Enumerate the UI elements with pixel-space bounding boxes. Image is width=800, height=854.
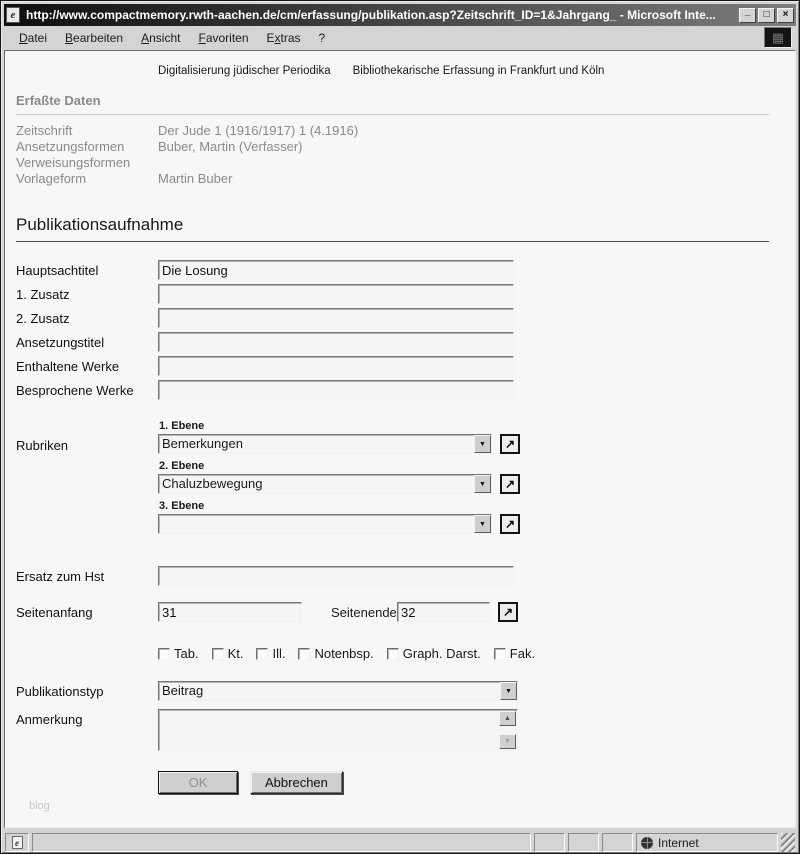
checkbox-box[interactable]: [298, 648, 310, 660]
ebene1-caption: 1. Ebene: [159, 420, 205, 432]
page-content: [4, 50, 796, 828]
meta-value: Buber, Martin (Verfasser): [158, 139, 303, 154]
rubrik-ebene2-value: Chaluzbewegung: [162, 476, 263, 491]
rubrik-ebene3-value: [159, 515, 474, 533]
ok-button[interactable]: OK: [158, 771, 238, 794]
checkbox-label: Notenbsp.: [314, 646, 374, 661]
status-zone-section: [636, 833, 778, 852]
rubrik-ebene1-value: Bemerkungen: [162, 436, 243, 451]
rubriken-label: Rubriken: [16, 438, 69, 453]
field-label: 1. Zusatz: [16, 287, 70, 302]
menu-bearbeiten[interactable]: Bearbeiten: [65, 31, 124, 45]
zone-label: Internet: [658, 835, 699, 850]
checkbox-fak[interactable]: [494, 646, 535, 661]
ie-page-icon: e: [6, 7, 20, 23]
chevron-down-icon[interactable]: ▼: [474, 475, 491, 493]
anmerkung-textarea[interactable]: [158, 709, 518, 751]
meta-row: [16, 139, 795, 155]
status-message-section: [32, 833, 531, 852]
rubrik-ebene3-select[interactable]: [158, 514, 492, 534]
ebene2-caption: 2. Ebene: [159, 460, 205, 472]
rubrik-ebene2-select[interactable]: [158, 474, 492, 494]
ebene3-caption: 3. Ebene: [159, 500, 205, 512]
jump-arrow-icon: ↗: [504, 477, 516, 491]
checkbox-box[interactable]: [387, 648, 399, 660]
checkbox-ill[interactable]: [256, 646, 285, 661]
checkbox-box[interactable]: [494, 648, 506, 660]
checkbox-label: Graph. Darst.: [402, 646, 481, 661]
meta-value: Der Jude 1 (1916/1917) 1 (4.1916): [158, 123, 359, 138]
menu-favoriten[interactable]: Favoriten: [198, 31, 249, 45]
menu-datei[interactable]: Datei: [19, 31, 48, 45]
erfasste-daten-heading: Erfaßte Daten: [16, 93, 101, 108]
publikationstyp-label: Publikationstyp: [16, 684, 104, 699]
divider: [16, 241, 769, 242]
scroll-up-icon: ▲: [504, 715, 511, 722]
menu-bar: [4, 26, 796, 50]
maximize-icon: □: [763, 9, 770, 20]
checkbox-tab[interactable]: [158, 646, 199, 661]
field-label: 2. Zusatz: [16, 311, 70, 326]
seitenanfang-label: Seitenanfang: [16, 604, 93, 620]
abbrechen-button[interactable]: Abbrechen: [250, 771, 343, 794]
meta-label: Zeitschrift: [16, 123, 73, 138]
seitenanfang-input[interactable]: [158, 602, 302, 622]
checkbox-label: Tab.: [174, 646, 199, 661]
jump-arrow-icon: ↗: [502, 605, 514, 619]
meta-label: Vorlageform: [16, 171, 87, 186]
enthaltene-werke-input[interactable]: [158, 356, 514, 376]
title-bar: [4, 4, 796, 26]
erfasste-daten-list: [16, 123, 795, 187]
field-label: Ansetzungstitel: [16, 335, 105, 350]
status-pane-2: [568, 833, 599, 852]
page-title: Publikationsaufnahme: [16, 215, 184, 234]
ersatz-zum-hst-input[interactable]: [158, 566, 514, 586]
menu-ansicht[interactable]: Ansicht: [141, 31, 181, 45]
window-title: http://www.compactmemory.rwth-aachen.de/cm/erfassung/publikation.asp?Zeitschrift_ID=1&Jahrgang_ - Microsoft Inte...: [26, 8, 716, 22]
ie-throbber-windows-logo-icon: ▦: [764, 27, 792, 48]
minimize-button[interactable]: [739, 8, 756, 23]
jump-arrow-icon: ↗: [504, 517, 516, 531]
status-pane-1: [534, 833, 565, 852]
zusatz2-input[interactable]: [158, 308, 514, 328]
rubrik-ebene3-lookup-button[interactable]: [500, 514, 520, 534]
status-pane-3: [602, 833, 633, 852]
chevron-down-icon[interactable]: ▼: [500, 682, 517, 700]
checkbox-notenbsp[interactable]: [298, 646, 373, 661]
besprochene-werke-input[interactable]: [158, 380, 514, 400]
seitenende-label: Seitenende: [331, 604, 397, 620]
seiten-lookup-button[interactable]: [498, 602, 518, 622]
checkbox-box[interactable]: [256, 648, 268, 660]
ersatz-label: Ersatz zum Hst: [16, 569, 105, 584]
seitenende-input[interactable]: [397, 602, 490, 622]
publikation-form: [16, 260, 795, 794]
checkbox-label: Ill.: [272, 646, 286, 661]
anmerkung-label: Anmerkung: [16, 712, 83, 727]
field-label: Hauptsachtitel: [16, 263, 99, 278]
checkbox-graph-darst[interactable]: [387, 646, 481, 661]
zusatz1-input[interactable]: [158, 284, 514, 304]
rubrik-ebene2-lookup-button[interactable]: [500, 474, 520, 494]
publikationstyp-select[interactable]: [158, 681, 518, 701]
status-document-section: [5, 833, 29, 852]
textarea-scrollbar[interactable]: [499, 711, 516, 749]
footer-text: blog: [29, 800, 50, 812]
project-title: Digitalisierung jüdischer Periodika: [158, 65, 331, 77]
menu-extras[interactable]: Extras: [266, 31, 301, 45]
chevron-down-icon[interactable]: ▼: [474, 435, 491, 453]
meta-value: Martin Buber: [158, 171, 233, 186]
checkbox-box[interactable]: [212, 648, 224, 660]
meta-row: [16, 123, 795, 139]
hauptsachtitel-input[interactable]: [158, 260, 514, 280]
scroll-down-icon: ▼: [504, 738, 511, 745]
checkbox-kt[interactable]: [212, 646, 244, 661]
resize-grip[interactable]: [781, 833, 795, 852]
checkbox-label: Kt.: [227, 646, 244, 661]
meta-row: [16, 171, 795, 187]
close-button[interactable]: [777, 8, 794, 23]
divider: [16, 114, 769, 115]
meta-row: [16, 155, 795, 171]
rubrik-ebene1-select[interactable]: [158, 434, 492, 454]
globe-icon: [641, 837, 653, 849]
checkbox-box[interactable]: [158, 648, 170, 660]
chevron-down-icon[interactable]: ▼: [474, 515, 491, 533]
jump-arrow-icon: ↗: [504, 437, 516, 451]
field-label: Besprochene Werke: [16, 383, 134, 398]
checkbox-label: Fak.: [509, 646, 536, 661]
status-bar: [4, 831, 796, 853]
ansetzungstitel-input[interactable]: [158, 332, 514, 352]
meta-label: Verweisungsformen: [16, 155, 131, 170]
field-label: Enthaltene Werke: [16, 359, 120, 374]
document-icon: e: [12, 836, 23, 849]
scroll-up-button[interactable]: [499, 711, 516, 726]
close-icon: ×: [782, 9, 789, 20]
menu-hilfe[interactable]: ?: [318, 31, 326, 45]
minimize-icon: _: [744, 6, 751, 17]
scroll-down-button[interactable]: [499, 734, 516, 749]
project-subtitle: Bibliothekarische Erfassung in Frankfurt und Köln: [352, 65, 605, 77]
maximize-button[interactable]: [758, 8, 775, 23]
publikationstyp-value: Beitrag: [162, 683, 204, 698]
rubrik-ebene1-lookup-button[interactable]: [500, 434, 520, 454]
meta-label: Ansetzungsformen: [16, 139, 125, 154]
